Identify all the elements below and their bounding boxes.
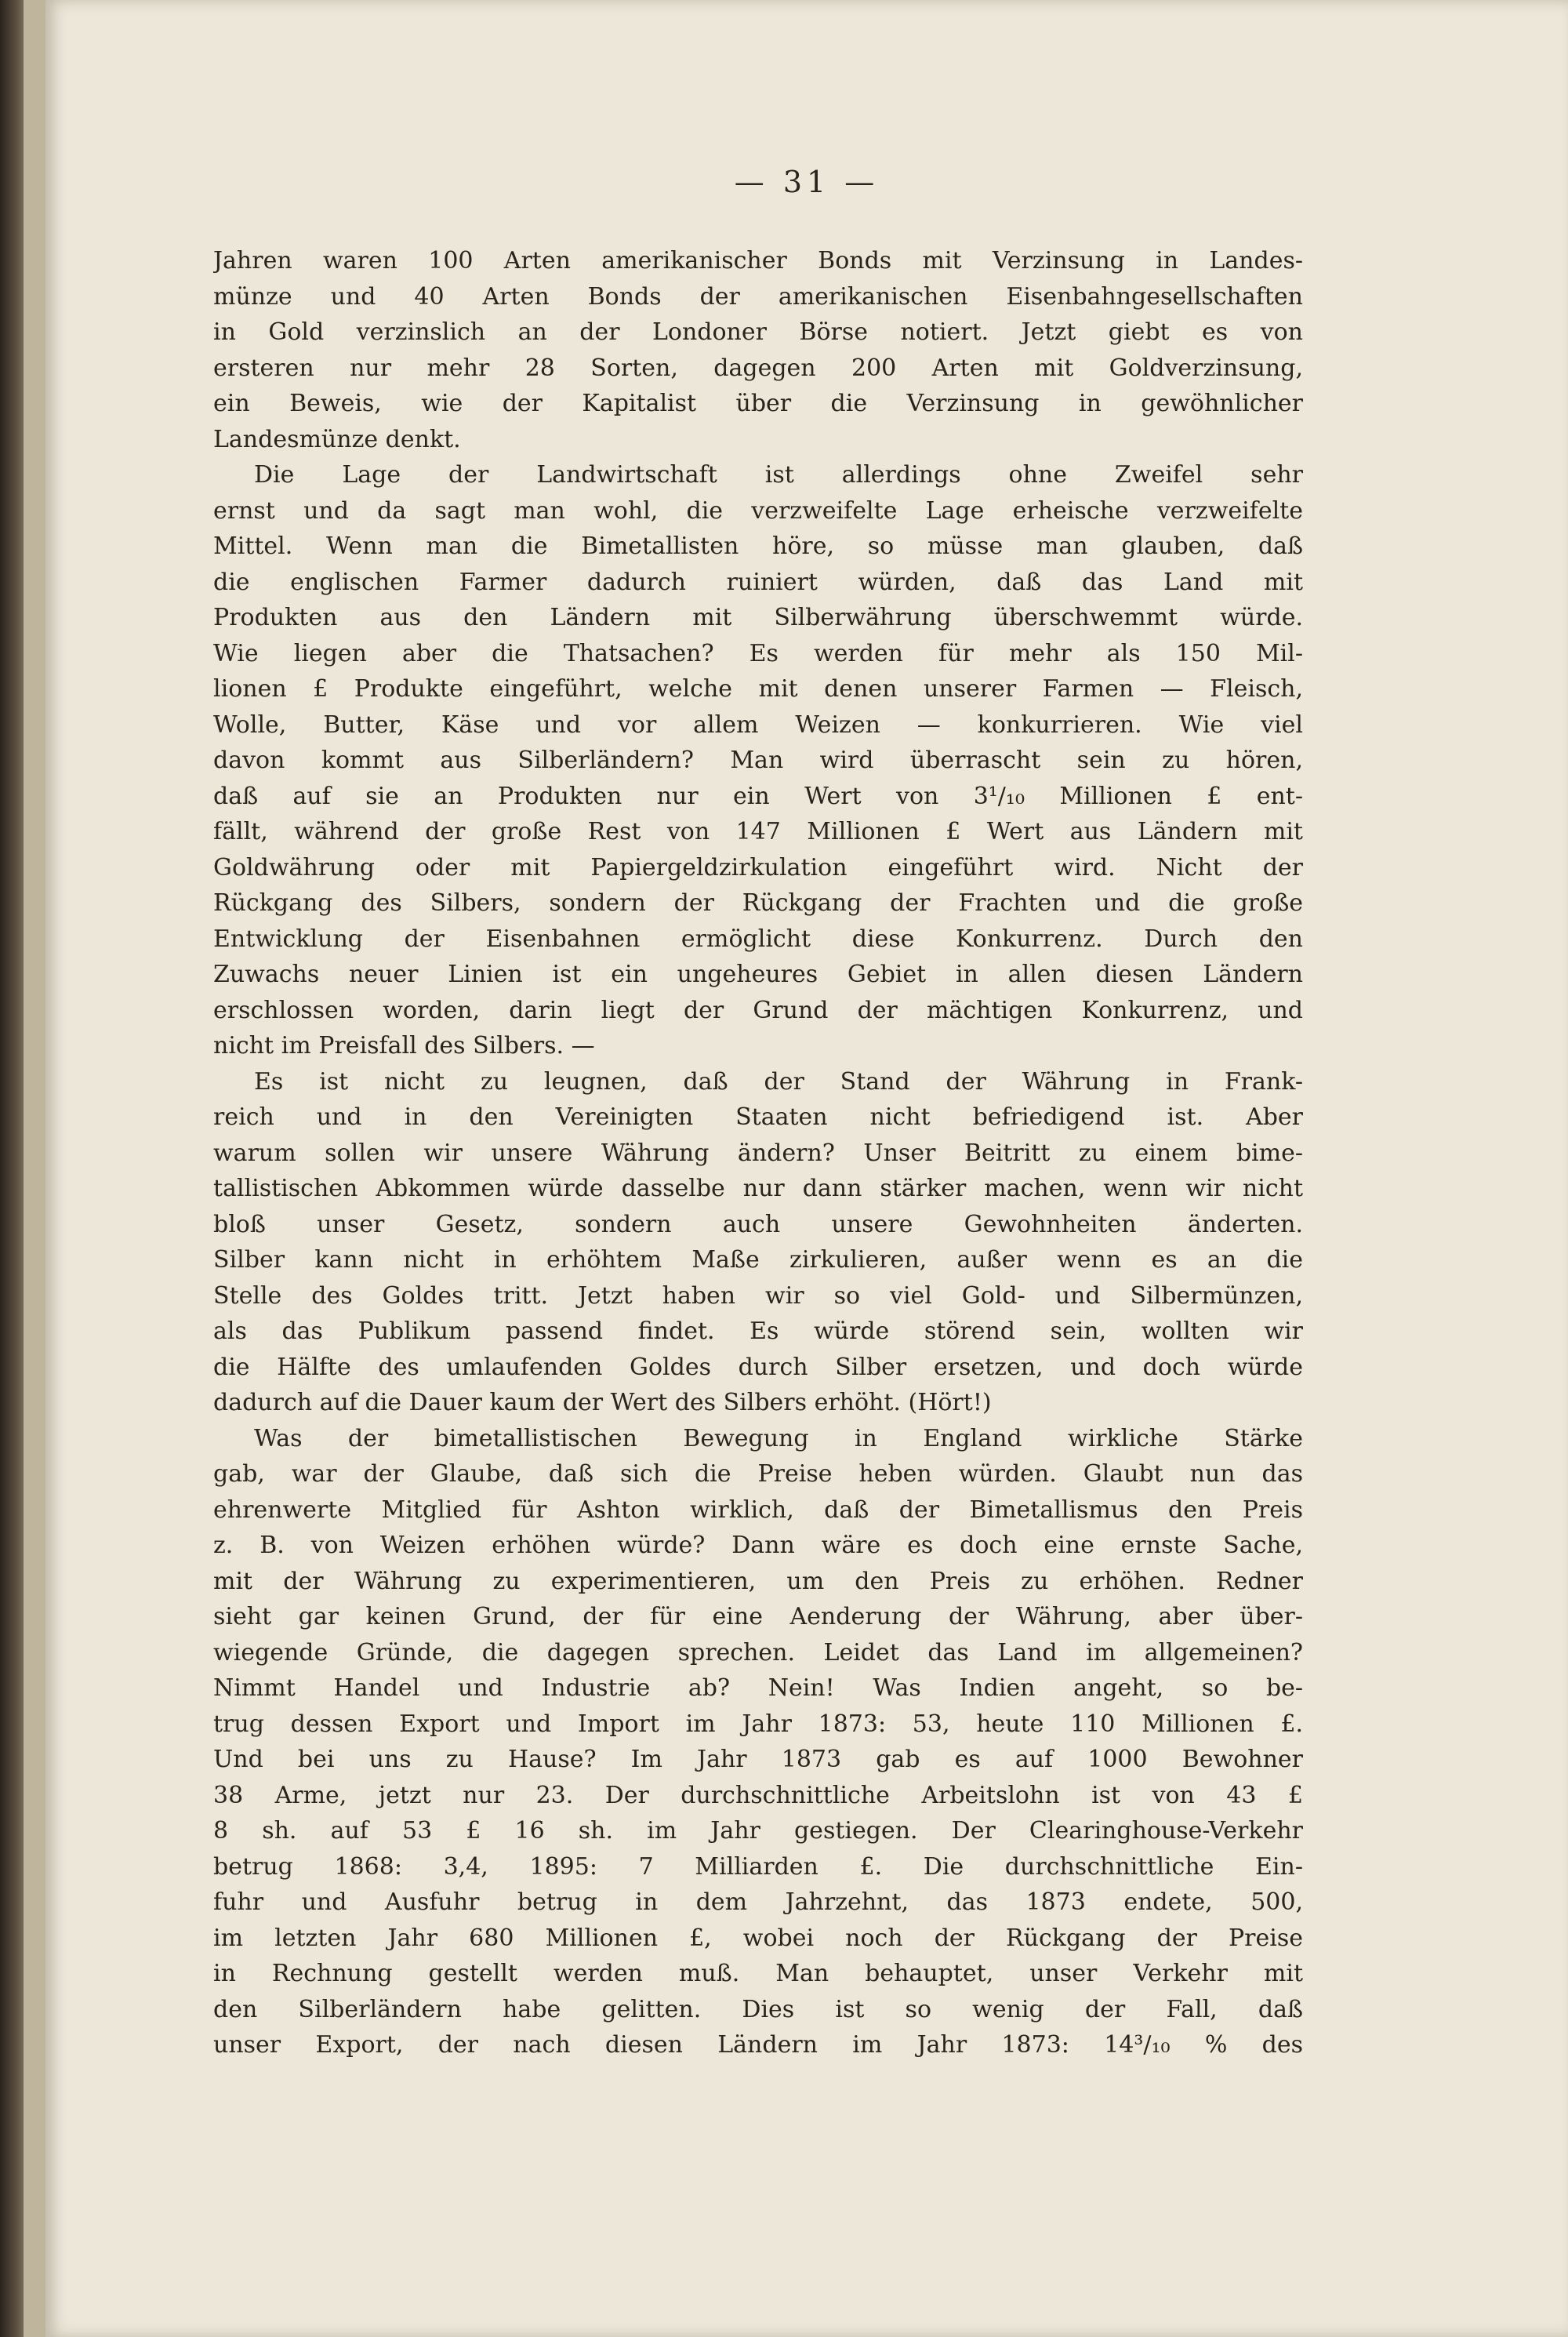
text-line: Mittel. Wenn man die Bimetallisten höre, so müsse man glauben, daß	[213, 532, 1303, 560]
text-line: Jahren waren 100 Arten amerikanischer Bonds mit Verzinsung in Landes-	[213, 247, 1303, 274]
text-line: Landesmünze denkt.	[213, 425, 461, 453]
text-line: gab, war der Glaube, daß sich die Preise heben würden. Glaubt nun das	[213, 1460, 1303, 1488]
text-line: als das Publikum passend findet. Es würde störend sein, wollten wir	[213, 1318, 1303, 1345]
text-line: fuhr und Ausfuhr betrug in dem Jahrzehnt, das 1873 endete, 500,	[213, 1888, 1303, 1916]
text-line: tallistischen Abkommen würde dasselbe nur dann stärker machen, wenn wir nicht	[213, 1175, 1303, 1202]
text-line: dadurch auf die Dauer kaum der Wert des Silbers erhöht. (Hört!)	[213, 1389, 992, 1416]
text-line: trug dessen Export und Import im Jahr 1873: 53, heute 110 Millionen £.	[213, 1710, 1303, 1738]
text-line: ernst und da sagt man wohl, die verzweifelte Lage erheische verzweifelte	[213, 496, 1303, 525]
text-line: Produkten aus den Ländern mit Silberwährung überschwemmt würde.	[213, 604, 1303, 631]
text-line: sieht gar keinen Grund, der für eine Aenderung der Währung, aber über-	[213, 1603, 1303, 1630]
text-line: lionen £ Produkte eingeführt, welche mit denen unserer Farmen — Fleisch,	[213, 675, 1303, 703]
text-line: daß auf sie an Produkten nur ein Wert von 3¹/₁₀ Millionen £ ent-	[213, 782, 1303, 810]
page-number: — 31 —	[734, 165, 880, 199]
text-line: Und bei uns zu Hause? Im Jahr 1873 gab es auf 1000 Bewohner	[213, 1746, 1303, 1773]
text-line: Goldwährung oder mit Papiergeldzirkulation eingeführt wird. Nicht der	[213, 853, 1303, 881]
text-line: warum sollen wir unsere Währung ändern? Unser Beitritt zu einem bime-	[213, 1139, 1303, 1167]
text-line: Zuwachs neuer Linien ist ein ungeheures Gebiet in allen diesen Ländern	[213, 961, 1303, 988]
text-line: wiegende Gründe, die dagegen sprechen. Leidet das Land im allgemeinen?	[213, 1638, 1303, 1666]
text-line: Die Lage der Landwirtschaft ist allerdings ohne Zweifel sehr	[254, 461, 1303, 489]
text-line: im letzten Jahr 680 Millionen £, wobei noch der Rückgang der Preise	[213, 1924, 1303, 1952]
text-line: Entwicklung der Eisenbahnen ermöglicht diese Konkurrenz. Durch den	[213, 925, 1303, 953]
book-page	[45, 0, 1568, 2337]
text-line: 8 sh. auf 53 £ 16 sh. im Jahr gestiegen. Der Clearinghouse-Verkehr	[213, 1817, 1303, 1845]
text-line: betrug 1868: 3,4, 1895: 7 Milliarden £. Die durchschnittliche Ein-	[213, 1852, 1303, 1881]
text-line: ersteren nur mehr 28 Sorten, dagegen 200 Arten mit Goldverzinsung,	[213, 354, 1303, 382]
text-line: fällt, während der große Rest von 147 Millionen £ Wert aus Ländern mit	[213, 818, 1303, 845]
text-line: Rückgang des Silbers, sondern der Rückgang der Frachten und die große	[213, 889, 1303, 917]
text-line: Wie liegen aber die Thatsachen? Es werden für mehr als 150 Mil-	[213, 639, 1303, 667]
text-line: Nimmt Handel und Industrie ab? Nein! Was Indien angeht, so be-	[213, 1674, 1303, 1702]
body-text	[213, 243, 1303, 2063]
text-line: die englischen Farmer dadurch ruiniert würden, daß das Land mit	[213, 568, 1303, 596]
text-line: z. B. von Weizen erhöhen würde? Dann wäre es doch eine ernste Sache,	[213, 1532, 1303, 1559]
text-line: Wolle, Butter, Käse und vor allem Weizen — konkurrieren. Wie viel	[213, 711, 1303, 739]
text-line: erschlossen worden, darin liegt der Grund der mächtigen Konkurrenz, und	[213, 996, 1303, 1024]
text-line: Silber kann nicht in erhöhtem Maße zirkulieren, außer wenn es an die	[213, 1246, 1303, 1274]
text-line: Was der bimetallistischen Bewegung in England wirkliche Stärke	[254, 1424, 1303, 1452]
previous-page-edge	[24, 0, 47, 2337]
text-line: in Gold verzinslich an der Londoner Börse notiert. Jetzt giebt es von	[213, 318, 1303, 346]
text-line: mit der Währung zu experimentieren, um den Preis zu erhöhen. Redner	[213, 1567, 1303, 1595]
text-line: in Rechnung gestellt werden muß. Man behauptet, unser Verkehr mit	[213, 1960, 1303, 1987]
text-line: davon kommt aus Silberländern? Man wird überrascht sein zu hören,	[213, 747, 1303, 774]
text-line: Stelle des Goldes tritt. Jetzt haben wir so viel Gold- und Silbermünzen,	[213, 1281, 1303, 1310]
text-line: ehrenwerte Mitglied für Ashton wirklich, daß der Bimetallismus den Preis	[213, 1496, 1303, 1524]
text-line: nicht im Preisfall des Silbers. —	[213, 1032, 595, 1059]
text-line: reich und in den Vereinigten Staaten nicht befriedigend ist. Aber	[213, 1103, 1303, 1131]
text-line: die Hälfte des umlaufenden Goldes durch Silber ersetzen, und doch würde	[213, 1353, 1303, 1381]
text-line: unser Export, der nach diesen Ländern im Jahr 1873: 14³/₁₀ % des	[213, 2031, 1303, 2059]
text-line: ein Beweis, wie der Kapitalist über die Verzinsung in gewöhnlicher	[213, 390, 1303, 417]
text-line: münze und 40 Arten Bonds der amerikanischen Eisenbahngesellschaften	[213, 282, 1303, 311]
text-line: Es ist nicht zu leugnen, daß der Stand der Währung in Frank-	[254, 1067, 1303, 1096]
text-line: bloß unser Gesetz, sondern auch unsere Gewohnheiten änderten.	[213, 1210, 1303, 1238]
text-line: den Silberländern habe gelitten. Dies ist so wenig der Fall, daß	[213, 1995, 1303, 2023]
text-line: 38 Arme, jetzt nur 23. Der durchschnittliche Arbeitslohn ist von 43 £	[213, 1781, 1303, 1809]
